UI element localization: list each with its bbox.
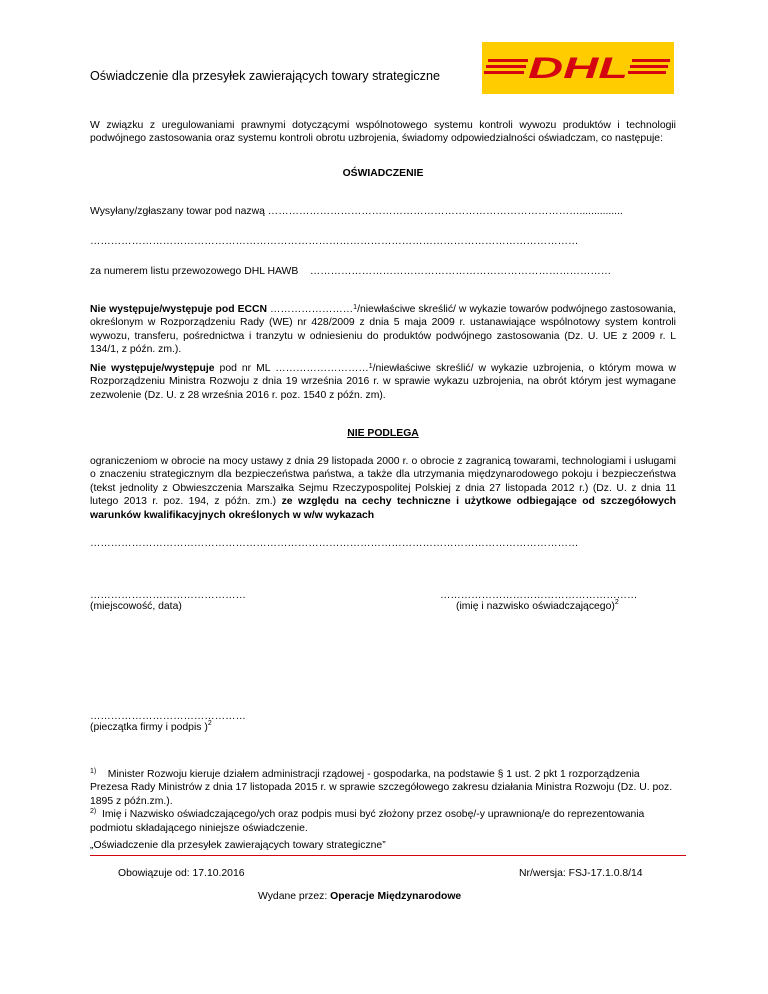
version-number: Nr/wersja: FSJ-17.1.0.8/14: [519, 868, 643, 879]
footnote-1: [90, 768, 676, 808]
not-subject-text: ograniczeniom w obrocie na mocy ustawy z dnia 29 listopada 2000 r. o obrocie z zagranicą towarami, technologiami i usługami o znaczeniu strategicznym dla bezpieczeństwa państwa, a także dla utrzymania międzynarodowego pokoju i bezpieczeństwa (tekst jednolity z Obwieszczenia Marszałka Sejmu Rzeczypospolitej Polskiej z dnia 27 listopada 2012 r.) (Dz. U. z dnia 11 lutego 2013 r. poz. 194, z późn. zm.): [90, 456, 676, 508]
issued-by: [258, 891, 461, 902]
stamp-signature-label-wrap: [90, 722, 212, 733]
stamp-signature-label: (pieczątka firmy i podpis ): [90, 722, 208, 733]
dhl-logo: [482, 42, 674, 94]
declarant-name-label: (imię i nazwisko oświadczającego): [456, 601, 615, 612]
place-date-dots: ………………………………………: [90, 590, 246, 601]
footer-divider: [90, 855, 686, 856]
svg-text:DHL: DHL: [528, 52, 628, 85]
declarant-name-label-wrap: [456, 601, 619, 612]
eccn-paragraph: [90, 303, 676, 357]
awb-line: [90, 266, 676, 277]
heading-not-subject: NIE PODLEGA: [347, 428, 419, 439]
footnote-1-text: Minister Rozwoju kieruje działem administracji rządowej - gospodarka, na podstawie § 1 ust. 2 pkt 1 rozporządzenia Prezesa Rady Ministrów z dnia 17 listopada 2015 r. w sprawie szczegółowego zakresu działania Ministra Rozwoju (Dz. U. poz. 1895 z późn.zm.).: [90, 769, 673, 807]
awb-dots: ……………………………………………………………………………: [309, 266, 612, 277]
eccn-sup: 1: [353, 304, 358, 311]
stamp-signature-dots: ………………………………………: [90, 711, 246, 722]
dhl-logo-icon: [482, 42, 674, 94]
document-title: Oświadczenie dla przesyłek zawierających towary strategiczne: [90, 69, 440, 83]
footnotes: [90, 768, 676, 835]
goods-dots: ………………………………………………………………………………...............: [267, 206, 623, 217]
footer-title: „Oświadczenie dla przesyłek zawierających towary strategiczne”: [90, 840, 386, 851]
dotted-line-2: ……………………………………………………………………………………………………………………………: [90, 538, 579, 549]
ml-paragraph: [90, 362, 676, 402]
valid-from: Obowiązuje od: 17.10.2016: [118, 868, 245, 879]
goods-name-line: [90, 206, 676, 217]
not-subject-bold: ze względu na cechy techniczne i użytkowe odbiegające od szczegółowych warunków kwalifikacyjnych określonych w w/w wykazach: [90, 496, 676, 521]
not-subject-paragraph: [90, 455, 676, 522]
stamp-sup: 2: [207, 720, 212, 727]
eccn-text: /niewłaściwe skreślić/ w wykazie towarów podwójnego zastosowania, określonym w Rozporządzeniu Rady (WE) nr 428/2009 z dnia 5 maja 2009 r. ustanawiające wspólnotowy system kontroli wywozu, transferu, pośrednictwa i tranzytu w odniesieniu do produktów podwójnego zastosowania (Dz. U. UE z 2009 r. L 134/1, z późn. zm.).: [90, 304, 676, 356]
declarant-name-dots: …………………………………………………: [440, 590, 638, 601]
ml-bold: Nie występuje/występuje: [90, 363, 215, 374]
ml-sup: 1: [368, 363, 373, 370]
ml-pre: pod nr ML: [214, 363, 276, 374]
goods-label: Wysyłany/zgłaszany towar pod nazwą: [90, 206, 265, 217]
ml-text: /niewłaściwe skreślić/ w wykazie uzbrojenia, o którym mowa w Rozporządzeniu Ministra Rozwoju z dnia 19 września 2016 r. w sprawie wykazu uzbrojenia, na obrót którym jest wymagane zezwolenie (Dz. U. z 28 września 2016 r. poz. 1540 z późn. zm).: [90, 363, 676, 401]
footnote-1-num: 1): [90, 768, 97, 775]
awb-label: za numerem listu przewozowego DHL HAWB: [90, 266, 299, 277]
dotted-line-1: ……………………………………………………………………………………………………………………………: [90, 236, 579, 247]
declarant-sup: 2: [614, 599, 619, 606]
issued-by-label: Wydane przez:: [258, 891, 331, 902]
intro-paragraph: W związku z uregulowaniami prawnymi dotyczącymi wspólnotowego systemu kontroli wywozu produktów i technologii podwójnego zastosowania oraz systemu kontroli obrotu uzbrojenia, świadomy odpowiedzialności oświadczam, co następuje:: [90, 120, 676, 145]
ml-dots: ………………………: [275, 363, 369, 374]
footnote-2: [90, 808, 676, 835]
footnote-2-num: 2): [90, 808, 97, 816]
eccn-bold: Nie występuje/występuje pod ECCN: [90, 304, 268, 315]
issued-by-value: Operacje Międzynarodowe: [330, 891, 462, 902]
place-date-label: (miejscowość, data): [90, 601, 182, 612]
heading-declaration: OŚWIADCZENIE: [342, 168, 424, 179]
footnote-2-text: Imię i Nazwisko oświadczającego/ych oraz podpis musi być złożony przez osobę/-y uprawnioną/e do reprezentowania podmiotu składającego niniejsze oświadczenie.: [90, 809, 645, 834]
eccn-dots: ……………………: [270, 304, 354, 315]
